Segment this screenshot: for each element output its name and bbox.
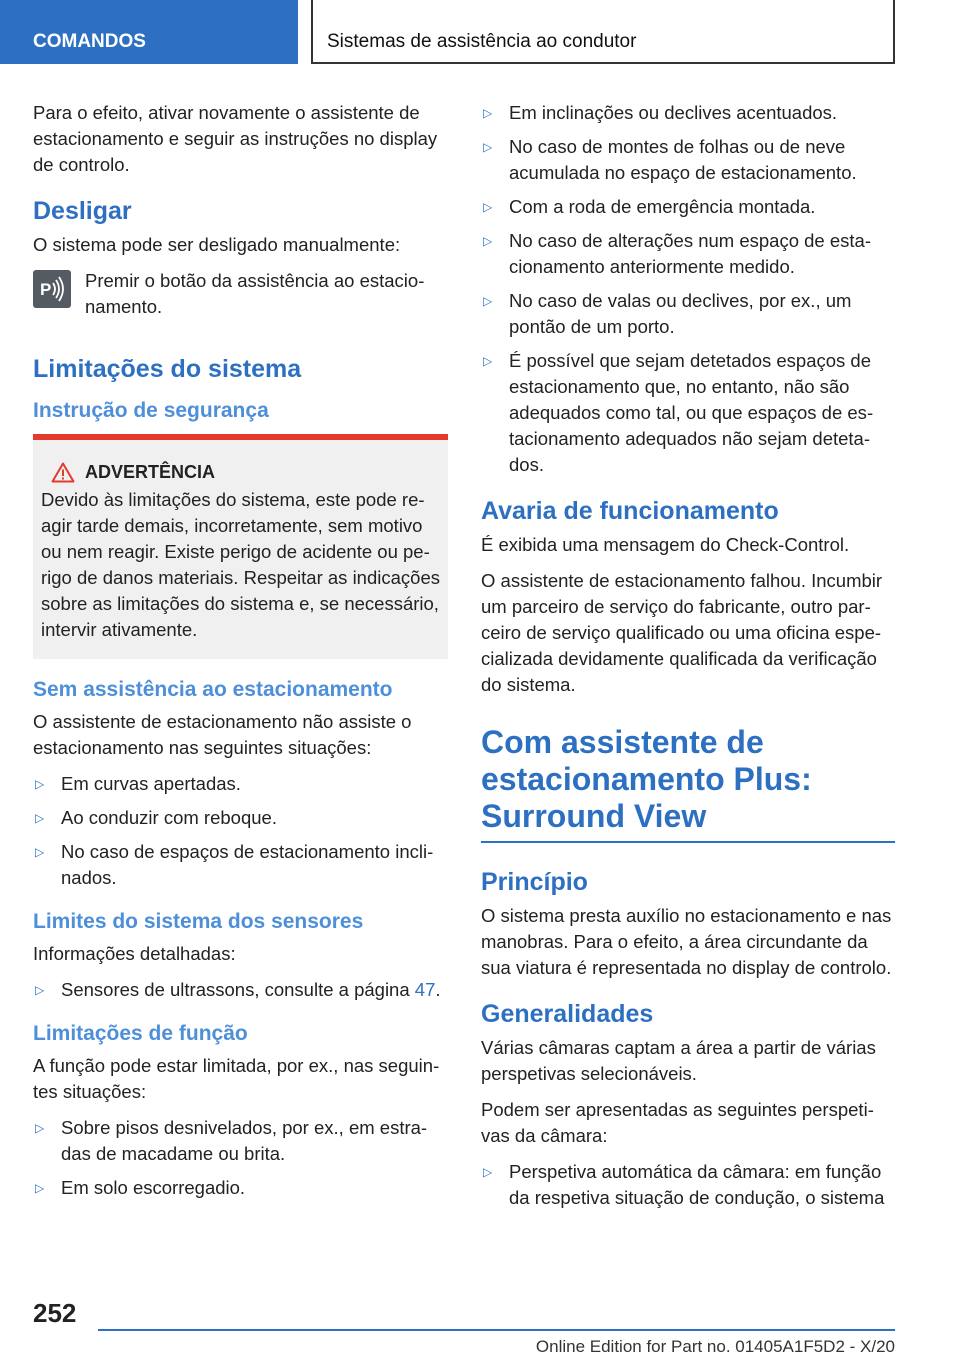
page-reference-link[interactable]: 47 xyxy=(414,979,436,1000)
bullet-triangle-icon: ▷ xyxy=(483,294,493,308)
funcao-list-continued xyxy=(481,100,895,478)
avaria-paragraph-2: O assistente de estacionamento falhou. Incumbir um parceiro de serviço do fabricante, outro parceiro de serviço qualificado ou uma oficina especializada devidamente qualificada da verificação do sistema. xyxy=(481,570,883,695)
list-item: ▷ No caso de espaços de estacionamento inclinados. xyxy=(35,841,434,888)
right-column xyxy=(481,100,895,1221)
edition-footer: Online Edition for Part no. 01405A1F5D2 - X/20 xyxy=(535,1337,895,1356)
list-item: ▷ Sensores de ultrassons, consulte a página 47. xyxy=(33,977,448,1003)
svg-text:P: P xyxy=(40,280,52,299)
warning-box xyxy=(33,434,448,659)
list-item: ▷ Em solo escorregadio. xyxy=(33,1175,448,1201)
sem-assistencia-list xyxy=(33,771,448,891)
bullet-triangle-icon: ▷ xyxy=(35,777,45,791)
page-number: 252 xyxy=(33,1298,77,1328)
heading-limitacoes: Limitações do sistema xyxy=(33,355,302,383)
bullet-triangle-icon: ▷ xyxy=(483,234,493,248)
avaria-paragraph-1: É exibida uma mensagem do Check-Control. xyxy=(481,534,850,555)
list-item: ▷ Em inclinações ou declives acentuados. xyxy=(481,100,895,126)
limites-paragraph: Informações detalhadas: xyxy=(33,943,236,964)
list-item: ▷ Perspetiva automática da câmara: em função da respetiva situação de condução, o sistema xyxy=(483,1161,885,1208)
warning-title: ADVERTÊNCIA xyxy=(85,462,216,482)
generalidades-list xyxy=(481,1159,895,1211)
heading-limitacoes-funcao: Limitações de função xyxy=(33,1022,248,1045)
limites-list xyxy=(33,977,448,1003)
list-item: ▷ No caso de valas ou declives, por ex., um pontão de um porto. xyxy=(483,290,852,337)
section-tab: COMANDOS xyxy=(0,0,298,64)
bullet-triangle-icon: ▷ xyxy=(35,1181,45,1195)
list-item: ▷ No caso de alterações num espaço de estacionamento anteriormente medido. xyxy=(483,230,871,277)
bullet-triangle-icon: ▷ xyxy=(483,106,493,120)
warning-title-row xyxy=(41,462,440,483)
generalidades-paragraph-1: Várias câmaras captam a área a partir de várias perspetivas selecionáveis. xyxy=(481,1037,876,1084)
list-item: ▷ É possível que sejam detetados espaços de estacionamento que, no entanto, não são adequados como tal, ou que espaços de estacionamento adequados não sejam detetados. xyxy=(483,350,874,475)
list-item: ▷ Sobre pisos desnivelados, por ex., em estradas de macadame ou brita. xyxy=(35,1117,428,1164)
heading-generalidades: Generalidades xyxy=(481,1000,654,1028)
list-item: ▷ Com a roda de emergência montada. xyxy=(481,194,895,220)
bullet-triangle-icon: ▷ xyxy=(483,140,493,154)
bullet-triangle-icon: ▷ xyxy=(483,354,493,368)
bullet-triangle-icon: ▷ xyxy=(35,983,45,997)
funcao-list xyxy=(33,1115,448,1201)
list-item: ▷ Em curvas apertadas. xyxy=(33,771,448,797)
warning-triangle-icon xyxy=(51,462,75,483)
generalidades-paragraph-2: Podem ser apresentadas as seguintes perspetivas da câmara: xyxy=(481,1099,874,1146)
heading-avaria: Avaria de funcionamento xyxy=(481,497,779,525)
list-item: ▷ Ao conduzir com reboque. xyxy=(33,805,448,831)
funcao-paragraph: A função pode estar limitada, por ex., nas seguintes situações: xyxy=(33,1055,440,1102)
principio-paragraph: O sistema presta auxílio no estacionamento e nas manobras. Para o efeito, a área circundante da sua viatura é representada no display de controlo. xyxy=(481,905,892,978)
heading-instrucao: Instrução de segurança xyxy=(33,399,269,422)
desligar-icon-text: Premir o botão da assistência ao estacionamento. xyxy=(85,270,425,317)
desligar-instruction xyxy=(33,268,448,320)
bullet-triangle-icon: ▷ xyxy=(483,200,493,214)
heading-principio: Princípio xyxy=(481,868,588,896)
bullet-triangle-icon: ▷ xyxy=(35,811,45,825)
chapter-title: Sistemas de assistência ao condutor xyxy=(311,0,895,64)
warning-text: Devido às limitações do sistema, este pode reagir tarde demais, incorretamente, sem motivo ou nem reagir. Existe perigo de acidente ou perigo de danos materiais. Respeitar as indicações sobre as limitações do sistema e, se necessário, intervir ativamente. xyxy=(41,489,440,640)
heading-surround-view: Com assistente de estacionamento Plus: Surround View xyxy=(481,724,895,843)
desligar-paragraph: O sistema pode ser desligado manualmente: xyxy=(33,234,401,255)
parking-assistant-button-icon xyxy=(33,270,71,308)
list-item: ▷ No caso de montes de folhas ou de neve acumulada no espaço de estacionamento. xyxy=(483,136,857,183)
heading-desligar: Desligar xyxy=(33,197,132,225)
footer-divider xyxy=(98,1329,895,1331)
bullet-triangle-icon: ▷ xyxy=(483,1165,493,1179)
bullet-triangle-icon: ▷ xyxy=(35,845,45,859)
heading-limites-sensores: Limites do sistema dos sensores xyxy=(33,910,364,933)
bullet-triangle-icon: ▷ xyxy=(35,1121,45,1135)
left-column xyxy=(33,100,448,1211)
sem-assistencia-paragraph: O assistente de estacionamento não assiste o estacionamento nas seguintes situações: xyxy=(33,711,412,758)
intro-paragraph: Para o efeito, ativar novamente o assistente de estacionamento e seguir as instruções no display de controlo. xyxy=(33,102,438,175)
heading-sem-assistencia: Sem assistência ao estacionamento xyxy=(33,678,393,701)
